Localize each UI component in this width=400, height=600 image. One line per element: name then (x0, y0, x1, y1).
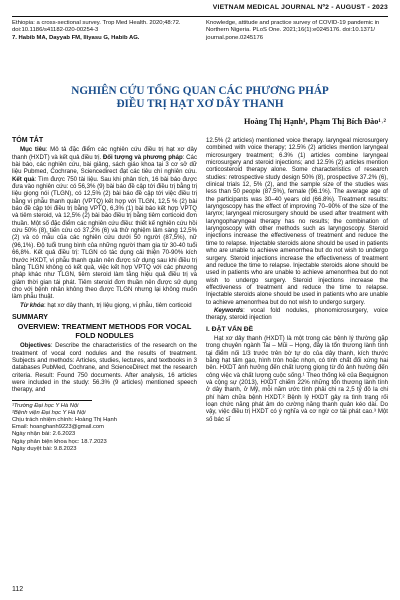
vi-abstract-aim (12, 146, 197, 300)
references-left (12, 20, 197, 42)
introduction-paragraph: Hạt xơ dây thanh (HXDT) là một trong các bệnh lý thường gặp trong chuyên ngành Tai – Mũi – Họng, đây là tổn thương lành tính tại điểm nối 1/3 trước trên bờ tự do của dây thanh, kích thước bằng hạt tấm gạo, hình tròn hoặc nhọn, có tính chất đối xứng hai bên. HXDT ảnh hưởng đến chất lượng giọng từ đó ảnh hưởng đến công việc và chất lượng cuộc sống.¹ Theo thống kê của Bequignon và cộng sự (2013), HXDT chiếm 22% những tổn thương lành tính ở dây thanh, ở Mỹ, mỗi năm ước tính phải chi ra 2,5 tỷ đô la chi phí hàm chữa bệnh HXDT.² Bệnh lý HXDT gây ra tình trạng rối loạn chức năng phát âm do cường năng thanh quản kéo dài. Do vậy, việc điều trị HXDT có ý nghĩa và cơ ngừ cơ tái phát cao.³ Một số bác sĩ (206, 334, 388, 423)
footnote-responsible: Chịu trách nhiệm chính: Hoàng Thị Hạnh (12, 417, 117, 424)
objectives-text: : Describe the characteristics of the research on the treatment of vocal cord nodules and the results of treatment. Subjects and methods: Articles, studies, lectures, and textbooks in 3 databases PubMed, Cochrane, and ScienceDirect met the research criteria. Result: Found 750 documents. After analysis, 16 articles were included in the study: 56.3% (9 articles) mentioned speech therapy, and (12, 342, 197, 394)
result-label: Kết quả (12, 175, 35, 183)
references-right (206, 20, 388, 42)
english-title: OVERVIEW: TREATMENT METHODS FOR VOCAL FOLD NODULES (17, 322, 192, 341)
article-title (12, 85, 388, 111)
en-keywords-label: Keywords (214, 306, 244, 314)
result-text: : Tìm được 750 tài liệu. Sau khi phân tích, 16 bài báo được đưa vào nghiên cứu: có 56,3% (9) bài báo đề cập tới điều trị bằng trị liệu giọng nói (TLGN), có 12,5% (2) bài báo đề cập tới việc điều trị bằng vi phẫu thanh quản (VPTQ) kết hợp với TLGN, 12,5 % (2) bài báo đề cập tới điều trị bằng VPTQ, 6,3% (1) bài báo kết hợp VPTQ và tiêm steroid, và 12,5% (2) bài báo điều trị bằng tiêm corticoid đơn thuần. Một số đặc điểm các nghiên cứu điều: thiết kế nghiên cứu hồi cứu 50% (8), tiến cứu có 37,2% (6) và thử nghiệm lâm sàng 12,5% (2) và có mẫu của các nghiên cứu dưới 50 người (87,5%), nữ (96,1%). Độ tuổi trung bình của những người tham gia từ 30-40 tuổi 66,8%. Kết quả điều trị: TLGN có tác dụng cải thiện 70-90% kích thước HXDT, vi phẫu thanh quản nên được sử dụng sau khi điều trị bằng TLGN không có kết quả, việc kết hợp VPTQ với các phương pháp khác như TLGN, tiêm steroid làm tăng hiệu quả điều trị và giảm thời gian tái phát. Tiêm steroid đơn thuần nên được sử dụng cho với bệnh nhân không theo được TLGN nhưng lại không muốn làm phẫu thuật. (12, 175, 197, 301)
reference-item: 7. Habib MA, Dayyab FM, Iliyasu G, Habib AG. (12, 34, 140, 41)
header-rule (12, 16, 388, 17)
vi-keywords (12, 302, 197, 309)
journal-header: VIETNAM MEDICAL JOURNAL Nº2 - AUGUST - 2023 (212, 4, 388, 11)
footnote-email: Email: hoanghanh9223@gmail.com (12, 424, 104, 431)
objectives-label: Objectives (20, 342, 51, 350)
en-abstract-objectives (12, 342, 197, 393)
page-number: 112 (12, 586, 24, 593)
en-keywords-text: : vocal fold nodules, phonomicrosurgery, voice therapy, steroid injection (206, 306, 388, 322)
footnote-affiliation-1: ¹Trường Đại học Y Hà Nội (12, 402, 79, 409)
footnote-reviewed: Ngày phản biện khoa học: 18.7.2023 (12, 438, 107, 445)
summary-heading: SUMMARY (12, 313, 48, 321)
footnote-accepted: Ngày duyệt bài: 9.8.2023 (12, 445, 77, 452)
authors: Hoàng Thị Hạnh¹, Phạm Thị Bích Đào¹˒² (244, 117, 386, 126)
method-text: : Các bài báo, các nghiên cứu, bài giảng, sách giáo khoa tại 3 cơ sở dữ liệu Pubmed, Cochrane, Sciencedirect đạt các tiêu chí nghiên cứu. (12, 153, 197, 176)
title-line-1: NGHIÊN CỨU TỔNG QUAN CÁC PHƯƠNG PHÁP (71, 85, 329, 97)
title-line-2: ĐIỀU TRỊ HẠT XƠ DÂY THANH (116, 98, 284, 110)
footnote-affiliation-2: ²Bệnh viện Đại học Y Hà Nội (12, 409, 86, 416)
footnote-received: Ngày nhận bài: 2.6.2023 (12, 431, 76, 438)
aim-text: : Mô tả đặc điểm các nghiên cứu điều trị hạt xơ dây thanh (HXDT) và kết quả điều trị. (12, 146, 197, 161)
section-heading-introduction: I. ĐẶT VẤN ĐỀ (206, 325, 254, 333)
right-column (206, 137, 388, 424)
vi-keywords-text: : hạt xơ dây thanh, trị liệu giọng, vi phẫu, tiêm corticoid (44, 301, 192, 309)
vi-keywords-label: Từ khóa (20, 301, 44, 309)
vi-abstract-heading: TÓM TẮT (12, 137, 44, 144)
method-label: Đối tượng và phương pháp (102, 153, 183, 161)
en-abstract-continuation: 12.5% (2 articles) mentioned voice therapy. laryngeal microsurgery combined with voice therapy; 12.5% (2) articles mention laryngeal microsurgery treatment; 6.3% (1) articles combine laryngeal microsurgery and steroid injections; and 12.5% (2) articles mention corticosteroid therapy alone. Some characteristics of research studies: retrospective study design 50% (8), prospective 37.2% (6), clinical trials 12, 5% (2), and the sample size of the studies was less than 50 people (87.5%), female (96.1%). The average age of the participants was 30–40 years old (66.8%). Treatment results: laryngoscopy has the effect of improving 70–90% of the size of the larynx; laryngeal microsurgery should be used after treatment with laryngopharyngeal therapy has no results; the combination of laryngoscopy with other methods such as laryngoscopy. Steroid injections increase the effectiveness of treatment and reduce the time to relapse. Injectable steroids alone should be used in patients who are unable to achieve amenorrhea but do not wish to undergo surgery. Steroid injections increase the effectiveness of treatment and reduce the time to relapse. Injectable steroids alone should be used in patients who are unable to achieve amenorrhea but do not wish to undergo surgery. Steroid injections increase the effectiveness of treatment and reduce the time to relapse. Injectable steroids alone should be used in patients who are unable to achieve amenorrhea but do not wish to undergo surgery. (206, 137, 388, 306)
left-column (12, 137, 197, 453)
footnote-rule (12, 400, 92, 401)
aim-label: Mục tiêu (20, 146, 46, 154)
reference-item: Ethiopia: a cross-sectional survey. Trop Med Health. 2020;48:72. doi:10.1186/s41182-020-00254-3 (12, 20, 181, 34)
en-keywords (206, 307, 388, 322)
reference-item: Knowledge, attitude and practice survey of COVID-19 pandemic in Northern Nigeria. PLoS One. 2021;16(1):e0245176. doi:10.1371/ journal.pone.0245176 (206, 20, 380, 41)
